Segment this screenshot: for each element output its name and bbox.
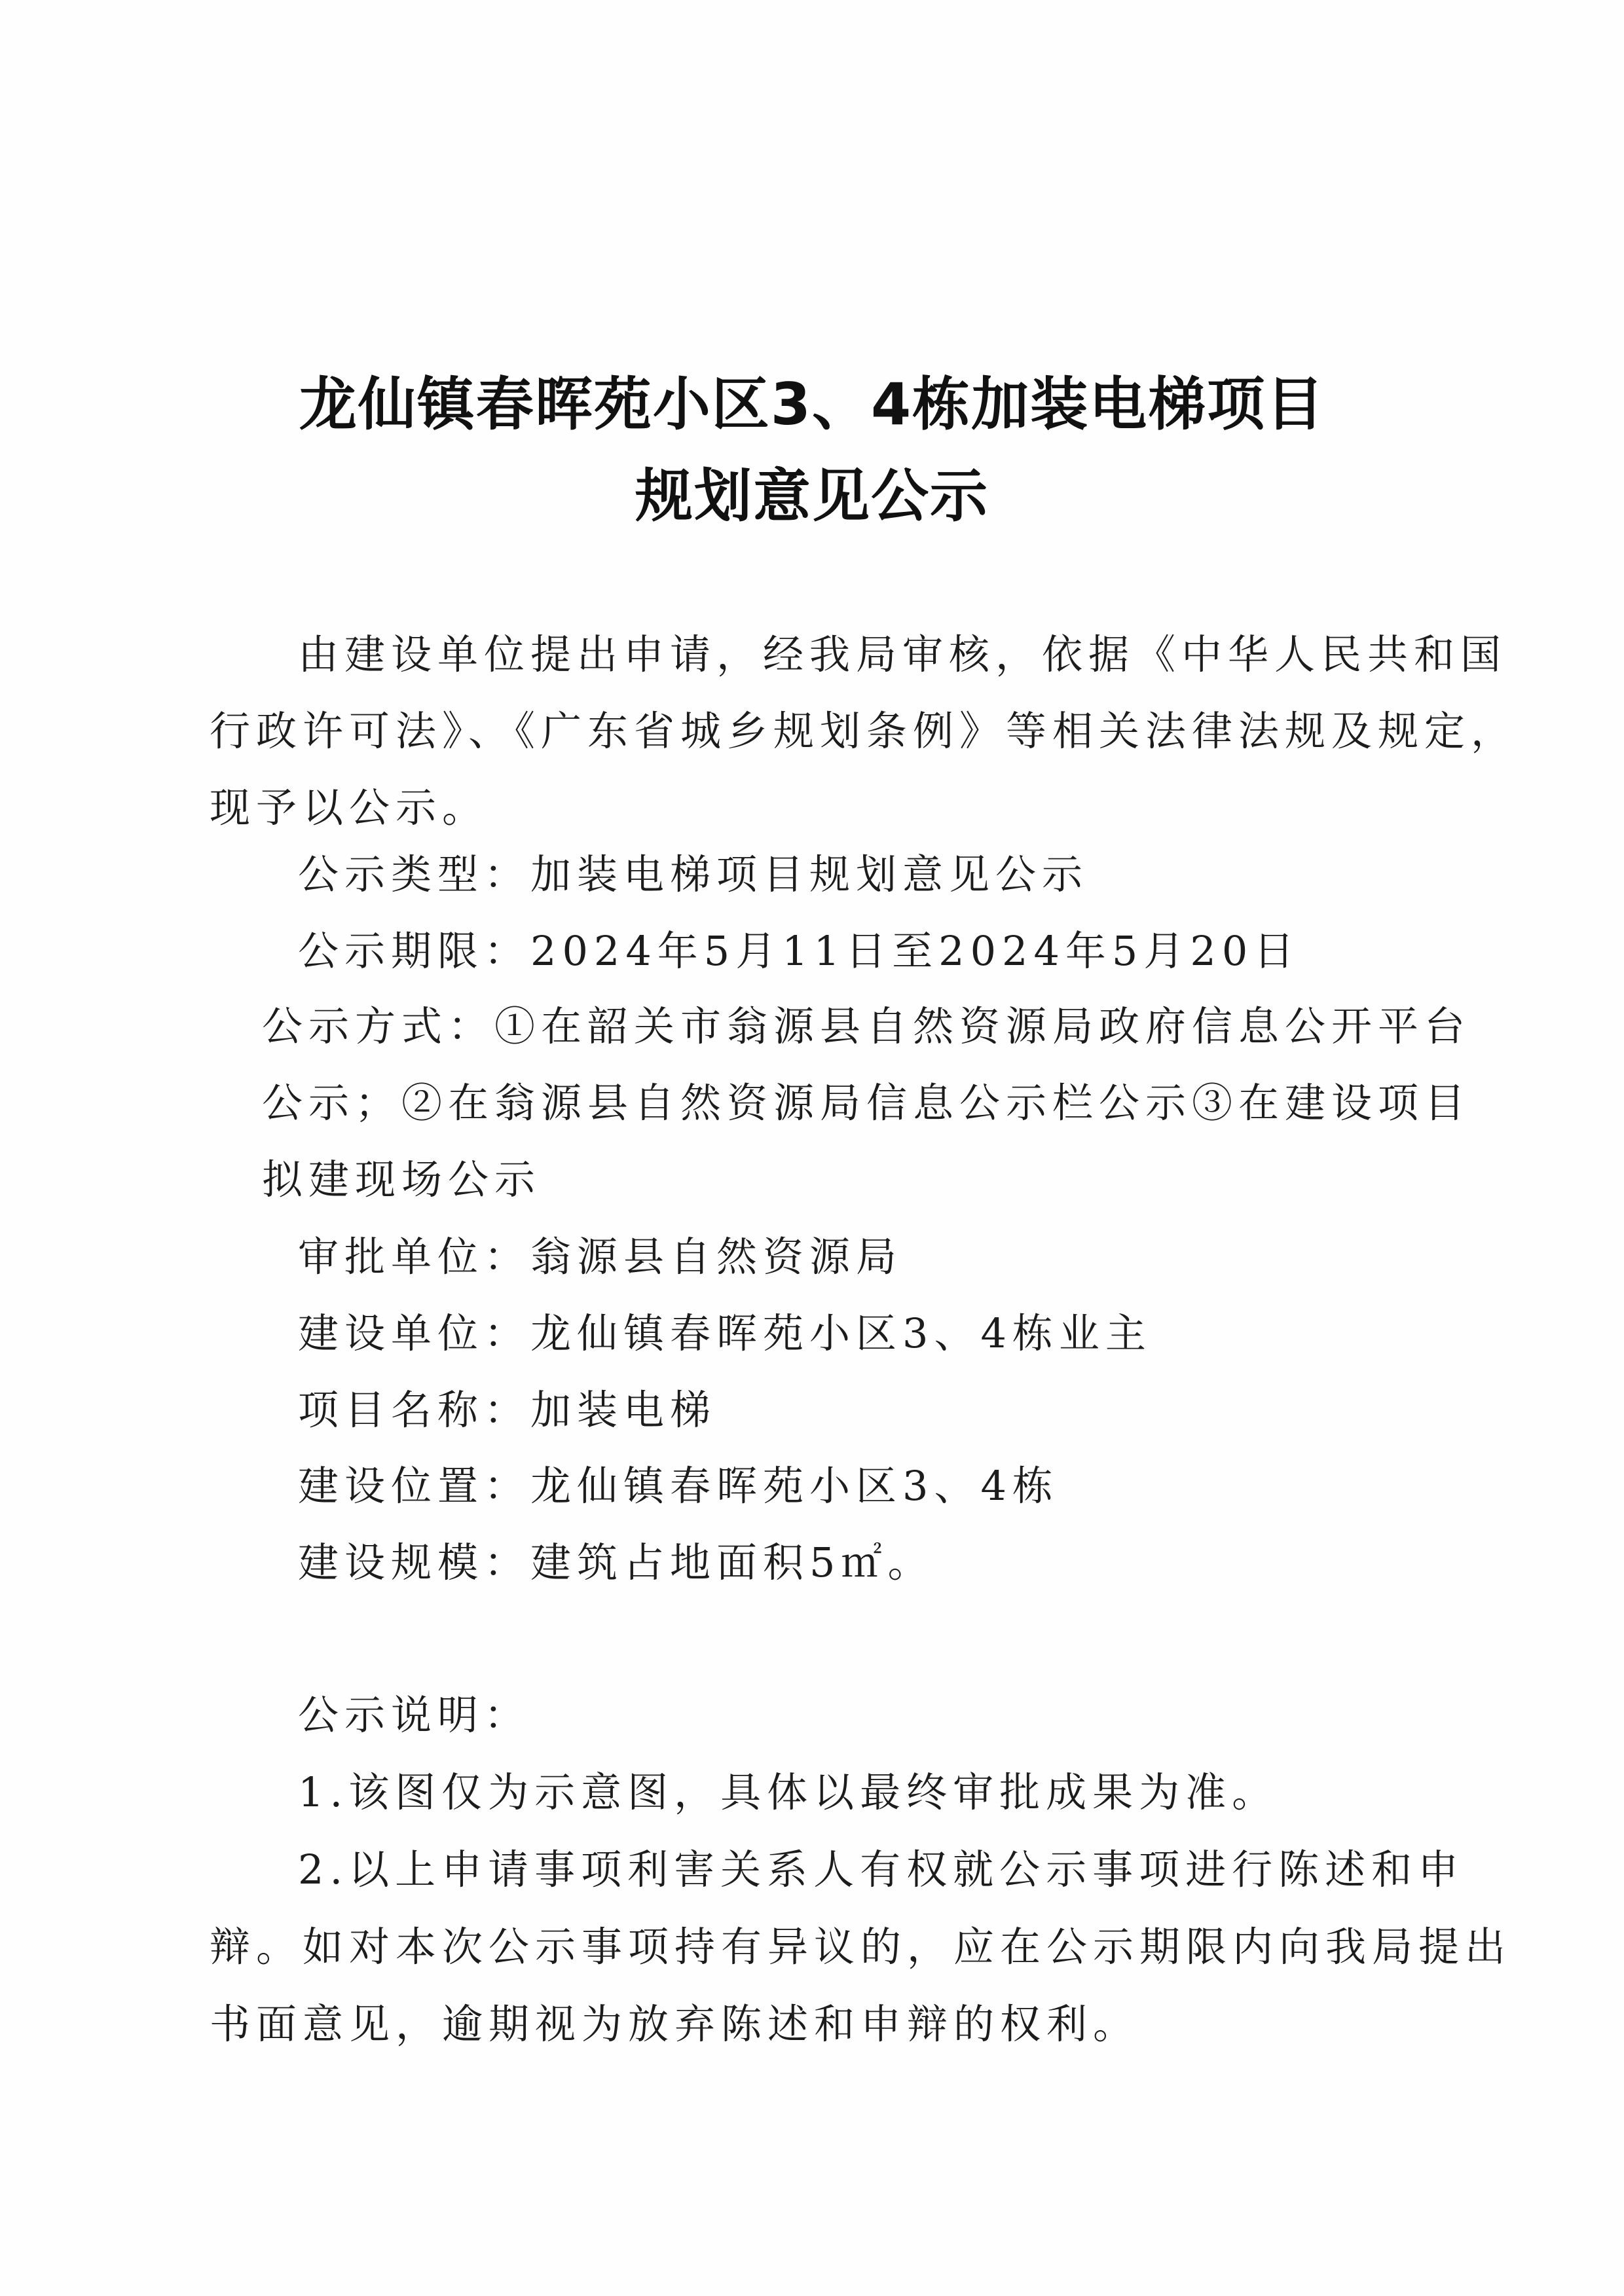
field-type bbox=[298, 842, 1088, 900]
intro-line-2: 行政许可法》、《广东省城乡规划条例》等相关法律法规及规定， bbox=[210, 707, 1518, 755]
note-1: 1.该图仅为示意图，具体以最终审批成果为准。 bbox=[298, 1768, 1279, 1816]
field-scale-label: 建设规模： bbox=[298, 1539, 531, 1586]
document-title-line-2: 规划意见公示 bbox=[635, 462, 989, 530]
note-2-line-3: 书面意见，逾期视为放弃陈述和申辩的权利。 bbox=[210, 2000, 1140, 2048]
field-location-label: 建设位置： bbox=[298, 1462, 531, 1510]
field-location bbox=[298, 1453, 1059, 1512]
field-location-value: 龙仙镇春晖苑小区3、4栋 bbox=[530, 1462, 1059, 1510]
field-builder-value: 龙仙镇春晖苑小区3、4栋业主 bbox=[530, 1309, 1152, 1357]
field-type-value: 加装电梯项目规划意见公示 bbox=[530, 850, 1089, 898]
field-scale-value: 建筑占地面积5㎡。 bbox=[530, 1539, 934, 1586]
field-project-label: 项目名称： bbox=[298, 1386, 531, 1434]
intro-line-3: 现予以公示。 bbox=[210, 784, 489, 831]
field-project bbox=[298, 1377, 716, 1436]
field-method-line-2: 公示；②在翁源县自然资源局信息公示栏公示③在建设项目 bbox=[262, 1079, 1471, 1127]
note-2-line-2: 辩。如对本次公示事项持有异议的，应在公示期限内向我局提出 bbox=[210, 1923, 1512, 1971]
field-project-value: 加装电梯 bbox=[530, 1386, 717, 1434]
field-period-label: 公示期限： bbox=[298, 927, 531, 975]
field-period bbox=[298, 919, 1300, 977]
field-scale bbox=[298, 1530, 934, 1588]
field-approver bbox=[298, 1224, 902, 1283]
note-2-line-1: 2.以上申请事项利害关系人有权就公示事项进行陈述和申 bbox=[298, 1846, 1465, 1893]
field-approver-label: 审批单位： bbox=[298, 1233, 531, 1281]
field-method-line-1: 公示方式：①在韶关市翁源县自然资源局政府信息公开平台 bbox=[262, 1002, 1471, 1050]
document-title-line-1: 龙仙镇春晖苑小区3、4栋加装电梯项目 bbox=[299, 371, 1325, 438]
intro-line-1: 由建设单位提出申请，经我局审核，依据《中华人民共和国 bbox=[298, 630, 1507, 678]
field-period-value: 2024年5月11日至2024年5月20日 bbox=[530, 927, 1301, 975]
field-type-label: 公示类型： bbox=[298, 850, 531, 898]
field-approver-value: 翁源县自然资源局 bbox=[530, 1233, 903, 1281]
field-builder bbox=[298, 1301, 1152, 1359]
notes-heading: 公示说明： bbox=[298, 1691, 531, 1739]
field-builder-label: 建设单位： bbox=[298, 1309, 531, 1357]
field-method-line-3: 拟建现场公示 bbox=[262, 1156, 542, 1203]
